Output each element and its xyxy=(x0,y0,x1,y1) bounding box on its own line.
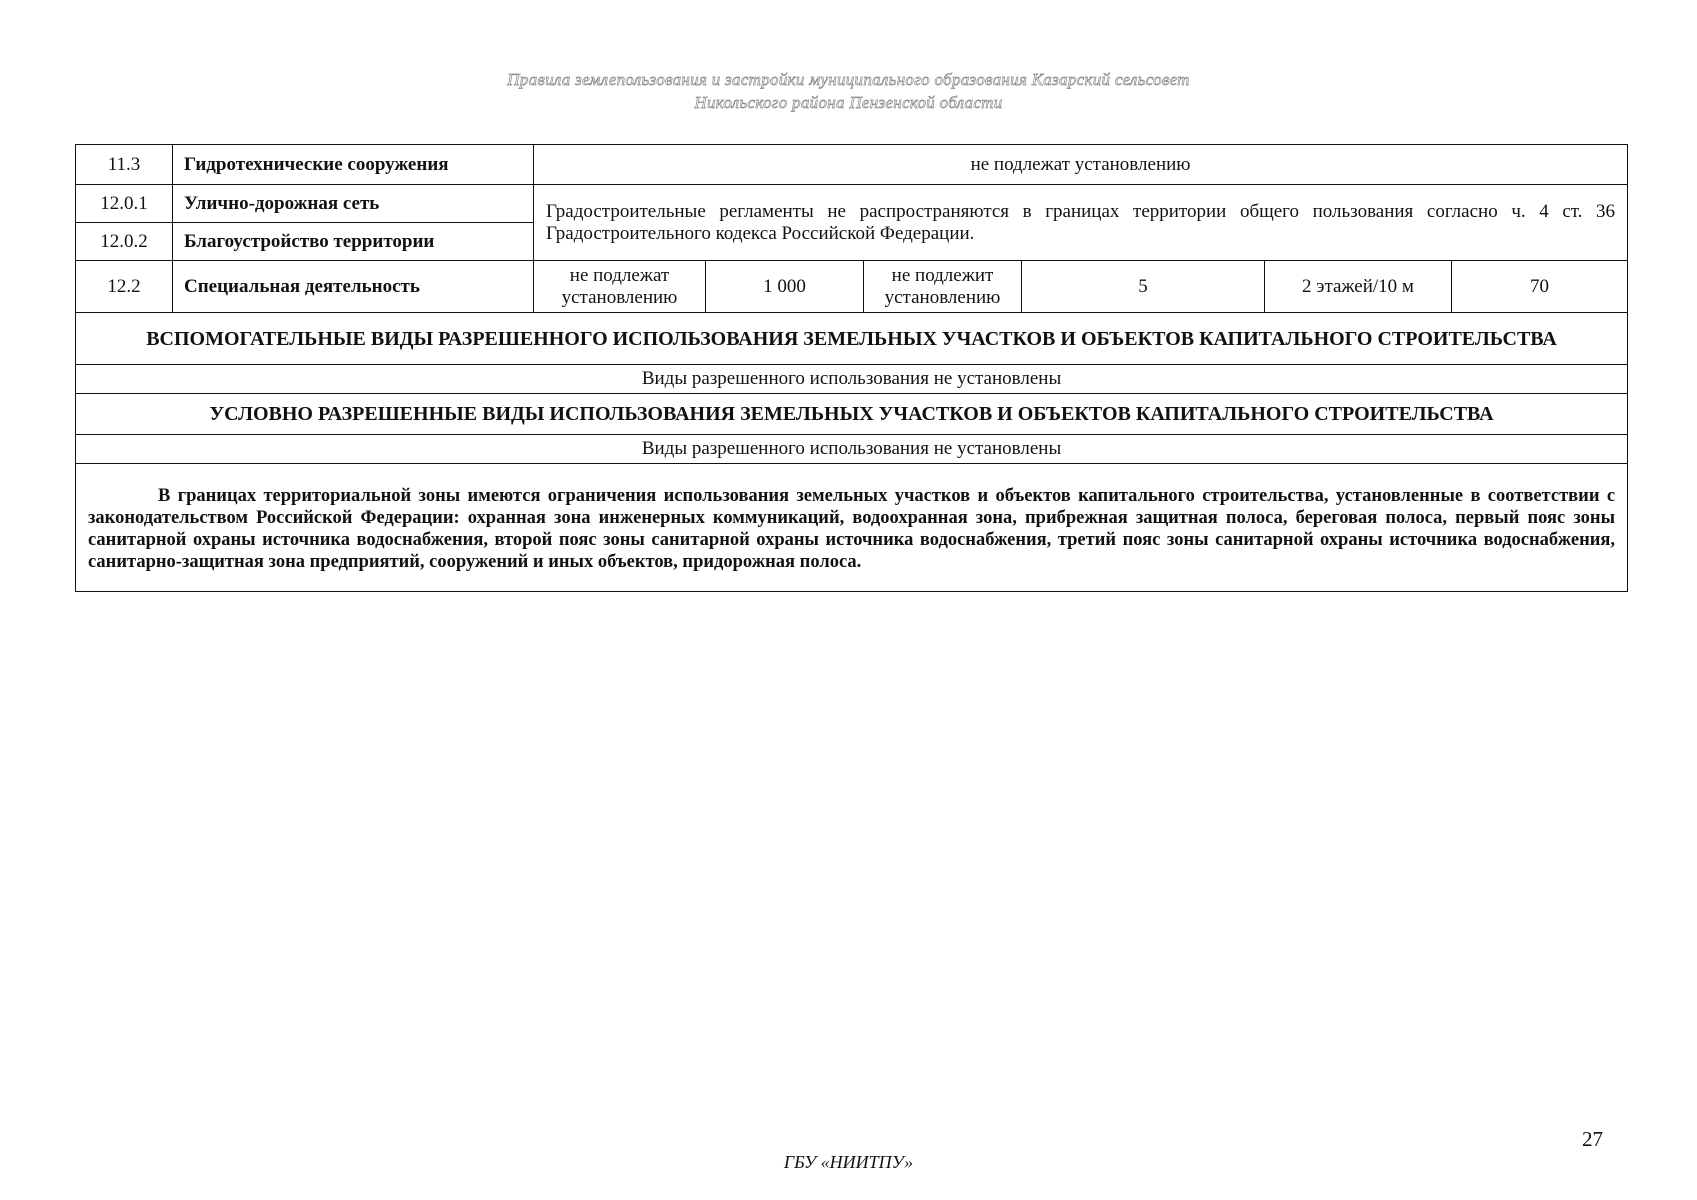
auxiliary-section-value: Виды разрешенного использования не установлены xyxy=(76,365,1628,394)
land-use-table xyxy=(75,144,1628,592)
row-name: Специальная деятельность xyxy=(173,261,534,313)
row-cell: 1 000 xyxy=(706,261,864,313)
row-cell: 70 xyxy=(1452,261,1628,313)
row-cell: 2 этажей/10 м xyxy=(1265,261,1452,313)
table-row xyxy=(76,185,1628,223)
page-number: 27 xyxy=(1582,1127,1603,1151)
row-code: 12.0.2 xyxy=(76,223,173,261)
row-name: Благоустройство территории xyxy=(173,223,534,261)
section-header-row xyxy=(76,394,1628,435)
section-header-row xyxy=(76,313,1628,365)
row-code: 11.3 xyxy=(76,145,173,185)
auxiliary-section-title: ВСПОМОГАТЕЛЬНЫЕ ВИДЫ РАЗРЕШЕННОГО ИСПОЛЬЗОВАНИЯ ЗЕМЕЛЬНЫХ УЧАСТКОВ И ОБЪЕКТОВ КАПИТАЛЬНОГО СТРОИТЕЛЬСТВА xyxy=(76,313,1628,365)
table-row xyxy=(76,464,1628,592)
conditional-section-value: Виды разрешенного использования не установлены xyxy=(76,435,1628,464)
document-header-line1: Правила землепользования и застройки муниципального образования Казарский сельсовет xyxy=(507,70,1190,89)
row-cell: 5 xyxy=(1022,261,1265,313)
table-row xyxy=(76,365,1628,394)
restrictions-note: В границах территориальной зоны имеются ограничения использования земельных участков и объектов капитального строительства, установленные в соответствии с законодательством Российской Федерации: охранная зона инженерных коммуникаций, водоохранная зона, прибрежная защитная полоса, береговая полоса, первый пояс зоны санитарной охраны источника водоснабжения, второй пояс зоны санитарной охраны источника водоснабжения, третий пояс зоны санитарной охраны источника водоснабжения, санитарно-защитная зона предприятий, сооружений и иных объектов, придорожная полоса. xyxy=(76,464,1628,592)
row-name: Улично-дорожная сеть xyxy=(173,185,534,223)
row-name: Гидротехнические сооружения xyxy=(173,145,534,185)
conditional-section-title: УСЛОВНО РАЗРЕШЕННЫЕ ВИДЫ ИСПОЛЬЗОВАНИЯ ЗЕМЕЛЬНЫХ УЧАСТКОВ И ОБЪЕКТОВ КАПИТАЛЬНОГО СТРОИТЕЛЬСТВА xyxy=(76,394,1628,435)
row-cell: не подлежит установлению xyxy=(864,261,1022,313)
row-value: не подлежат установлению xyxy=(534,145,1628,185)
row-code: 12.0.1 xyxy=(76,185,173,223)
document-footer: ГБУ «НИИТПУ» xyxy=(783,1152,914,1172)
row-code: 12.2 xyxy=(76,261,173,313)
row-cell: не подлежат установлению xyxy=(534,261,706,313)
table-row xyxy=(76,261,1628,313)
regulation-note: Градостроительные регламенты не распространяются в границах территории общего пользования согласно ч. 4 ст. 36 Градостроительного кодекса Российской Федерации. xyxy=(534,185,1628,261)
table-row xyxy=(76,435,1628,464)
document-header-line2: Никольского района Пензенской области xyxy=(694,93,1003,112)
table-row xyxy=(76,145,1628,185)
